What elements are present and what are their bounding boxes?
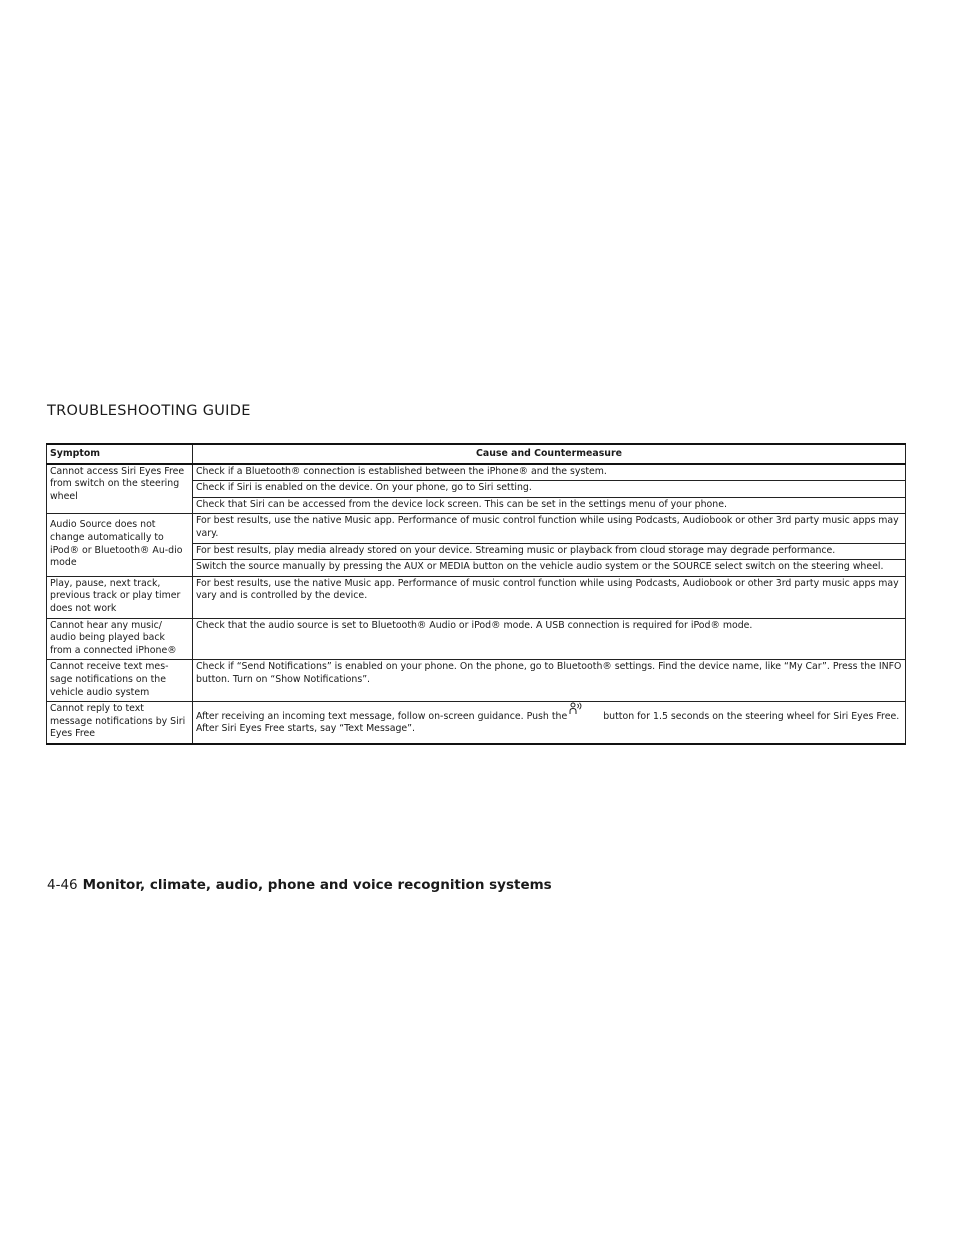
chapter-title: Monitor, climate, audio, phone and voice recognition systems	[82, 877, 552, 893]
cause-cell	[193, 702, 906, 744]
symptom-cell: Audio Source does not change automatically to iPod® or Bluetooth® Au-dio mode	[47, 514, 193, 576]
table-header-row	[47, 444, 906, 464]
table-row	[47, 464, 906, 481]
cause-cell: Check if Siri is enabled on the device. On your phone, go to Siri setting.	[193, 481, 906, 498]
cause-cell: Check if “Send Notifications” is enabled on your phone. On the phone, go to Bluetooth® settings. Find the device name, like “My Car”. Press the INFO button. Turn on “Show Notifications”.	[193, 660, 906, 702]
cause-cell: Switch the source manually by pressing the AUX or MEDIA button on the vehicle audio system or the SOURCE select switch on the steering wheel.	[193, 560, 906, 577]
cause-header: Cause and Countermeasure	[193, 444, 906, 464]
table-row	[47, 576, 906, 618]
table-row	[47, 702, 906, 744]
cause-cell: For best results, use the native Music app. Performance of music control function while using Podcasts, Audiobook or other 3rd party music apps may vary and is controlled by the device.	[193, 576, 906, 618]
symptom-header: Symptom	[47, 444, 193, 464]
symptom-cell: Cannot reply to text message notifications by Siri Eyes Free	[47, 702, 193, 744]
page-number: 4-46	[47, 877, 78, 893]
table-row	[47, 660, 906, 702]
table-row	[47, 514, 906, 543]
cause-cell: For best results, use the native Music app. Performance of music control function while using Podcasts, Audiobook or other 3rd party music apps may vary.	[193, 514, 906, 543]
symptom-cell: Cannot access Siri Eyes Free from switch on the steering wheel	[47, 464, 193, 514]
page-footer	[47, 877, 552, 893]
symptom-cell: Cannot hear any music/ audio being played back from a connected iPhone®	[47, 618, 193, 660]
cause-text-before-icon: After receiving an incoming text message, follow on-screen guidance. Push the	[196, 710, 568, 722]
cause-cell: For best results, play media already stored on your device. Streaming music or playback from cloud storage may degrade performance.	[193, 543, 906, 560]
troubleshooting-table	[46, 443, 906, 745]
cause-cell: Check that Siri can be accessed from the device lock screen. This can be set in the settings menu of your phone.	[193, 497, 906, 514]
symptom-cell: Cannot receive text mes-sage notifications on the vehicle audio system	[47, 660, 193, 702]
cause-text-after-icon: button for 1.5 seconds on the steering wheel for Siri Eyes Free. After Siri Eyes Free starts, say “Text Message”.	[196, 710, 900, 735]
symptom-cell: Play, pause, next track, previous track or play timer does not work	[47, 576, 193, 618]
cause-cell: Check that the audio source is set to Bluetooth® Audio or iPod® mode. A USB connection is required for iPod® mode.	[193, 618, 906, 660]
table-row	[47, 618, 906, 660]
cause-cell: Check if a Bluetooth® connection is established between the iPhone® and the system.	[193, 464, 906, 481]
section-title: TROUBLESHOOTING GUIDE	[47, 403, 251, 419]
voice-talk-icon	[567, 708, 603, 720]
